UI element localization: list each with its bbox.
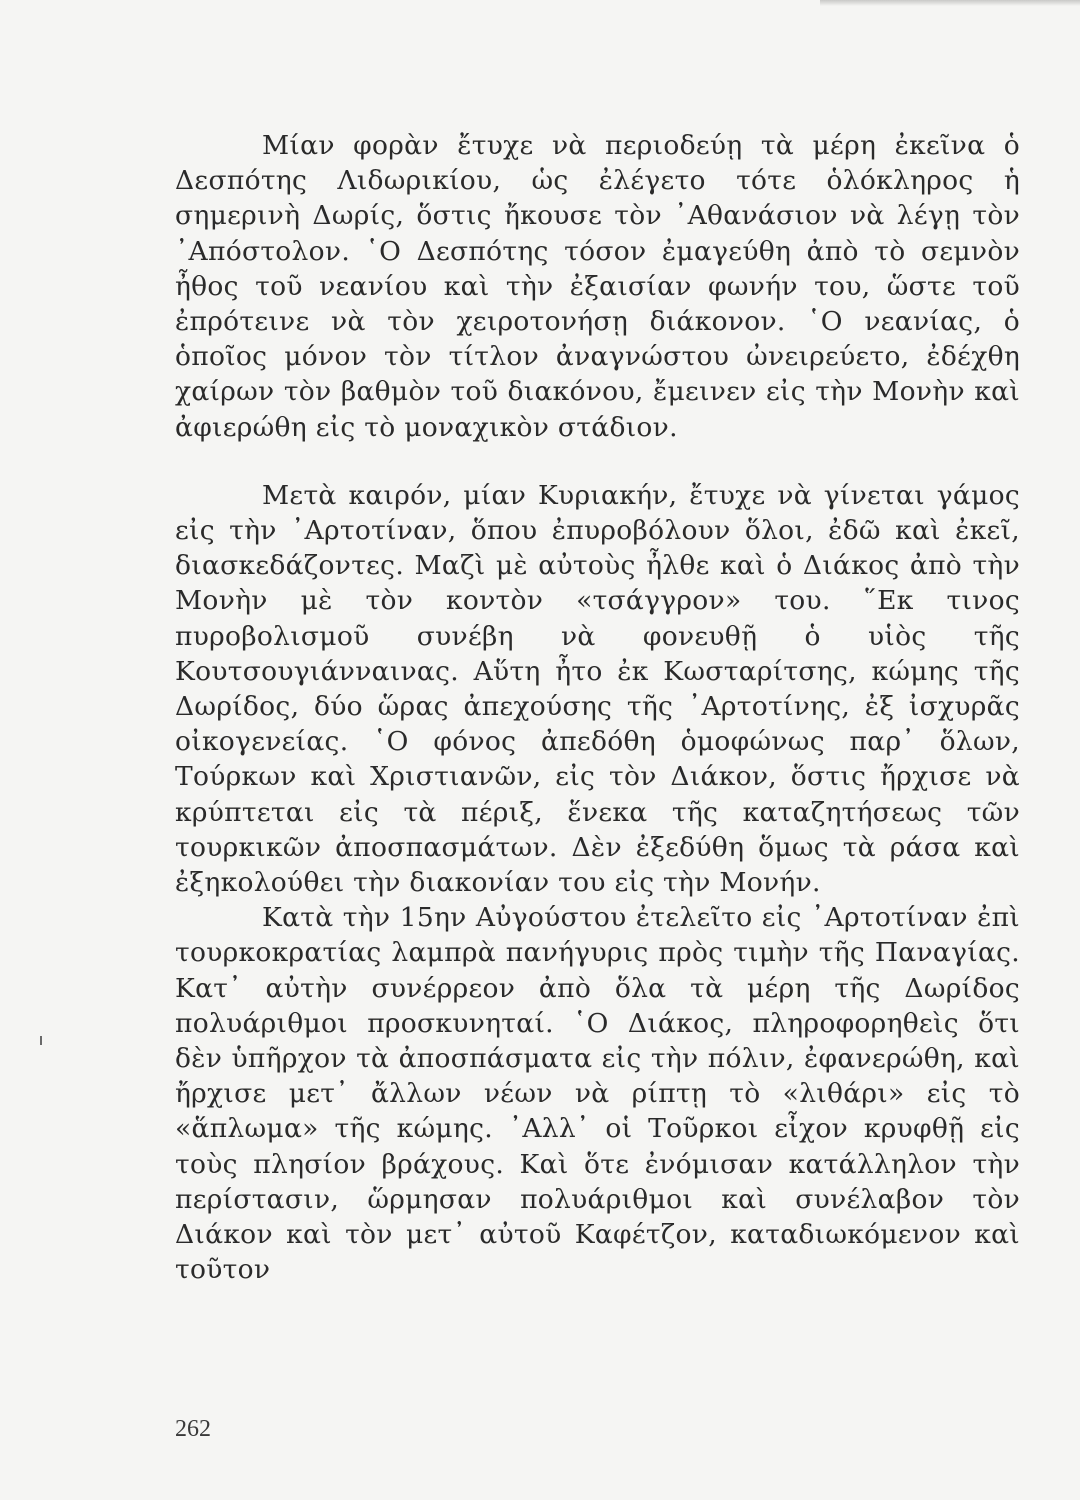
paragraph-3: Κατὰ τὴν 15ην Αὐγούστου ἐτελεῖτο εἰς ᾿Αρτοτίναν ἐπὶ τουρκοκρατίας λαμπρὰ πανήγυρις πρὸς τιμὴν τῆς Παναγίας. Κατ᾿ αὐτὴν συνέρρεον ἀπὸ ὅλα τὰ μέρη τῆς Δωρίδος πολυάριθμοι προσκυνηταί. ῾Ο Διάκος, πληροφορηθεὶς ὅτι δὲν ὑπῆρχον τὰ ἀποσπάσματα εἰς τὴν πόλιν, ἐφανερώθη, καὶ ἤρχισε μετ᾿ ἄλλων νέων νὰ ρίπτῃ τὸ «λιθάρι» εἰς τὸ «ἅπλωμα» τῆς κώμης. ᾿Αλλ᾿ οἱ Τοῦρκοι εἶχον κρυφθῇ εἰς τοὺς πλησίον βράχους. Καὶ ὅτε ἐνόμισαν κατάλληλον τὴν περίστασιν, ὥρμησαν πολυάριθμοι καὶ συνέλαβον τὸν Διάκον καὶ τὸν μετ᾿ αὐτοῦ Καφέτζον, καταδιωκόμενον καὶ τοῦτον (175, 902, 1020, 1286)
paragraph-1: Μίαν φορὰν ἔτυχε νὰ περιοδεύῃ τὰ μέρη ἐκεῖνα ὁ Δεσπότης Λιδωρικίου, ὡς ἐλέγετο τότε ὁλόκληρος ἡ σημερινὴ Δωρίς, ὅστις ἤκουσε τὸν ᾿Αθανάσιον νὰ λέγῃ τὸν ᾿Απόστολον. ῾Ο Δεσπότης τόσον ἐμαγεύθη ἀπὸ τὸ σεμνὸν ἦθος τοῦ νεανίου καὶ τὴν ἐξαισίαν φωνήν του, ὥστε τοῦ ἐπρότεινε νὰ τὸν χειροτονήσῃ διάκονον. ῾Ο νεανίας, ὁ ὁποῖος μόνον τὸν τίτλον ἀναγνώστου ὠνειρεύετο, ἐδέχθη χαίρων τὸν βαθμὸν τοῦ διακόνου, ἔμεινεν εἰς τὴν Μονὴν καὶ ἀφιερώθη εἰς τὸ μοναχικὸν στάδιον. (175, 130, 1020, 443)
page-edge-shadow (820, 0, 1080, 6)
margin-mark (40, 1036, 42, 1045)
paragraph-2: Μετὰ καιρόν, μίαν Κυριακήν, ἔτυχε νὰ γίνεται γάμος εἰς τὴν ᾿Αρτοτίναν, ὅπου ἐπυροβόλουν ὅλοι, ἐδῶ καὶ ἐκεῖ, διασκεδάζοντες. Μαζὶ μὲ αὐτοὺς ἦλθε καὶ ὁ Διάκος ἀπὸ τὴν Μονὴν μὲ τὸν κοντὸν «τσάγγρον» του. ῞Εκ τινος πυροβολισμοῦ συνέβη νὰ φονευθῇ ὁ υἱὸς τῆς Κουτσουγιάνναινας. Αὕτη ἦτο ἐκ Κωσταρίτσης, κώμης τῆς Δωρίδος, δύο ὥρας ἀπεχούσης τῆς ᾿Αρτοτίνης, ἐξ ἰσχυρᾶς οἰκογενείας. ῾Ο φόνος ἀπεδόθη ὁμοφώνως παρ᾿ ὅλων, Τούρκων καὶ Χριστιανῶν, εἰς τὸν Διάκον, ὅστις ἤρχισε νὰ κρύπτεται εἰς τὰ πέριξ, ἕνεκα τῆς καταζητήσεως τῶν τουρκικῶν ἀποσπασμάτων. Δὲν ἐξεδύθη ὅμως τὰ ράσα καὶ ἐξηκολούθει τὴν διακονίαν του εἰς τὴν Μονήν. (175, 479, 1020, 899)
page-number: 262 (175, 1416, 211, 1442)
body-text (175, 128, 1020, 1288)
